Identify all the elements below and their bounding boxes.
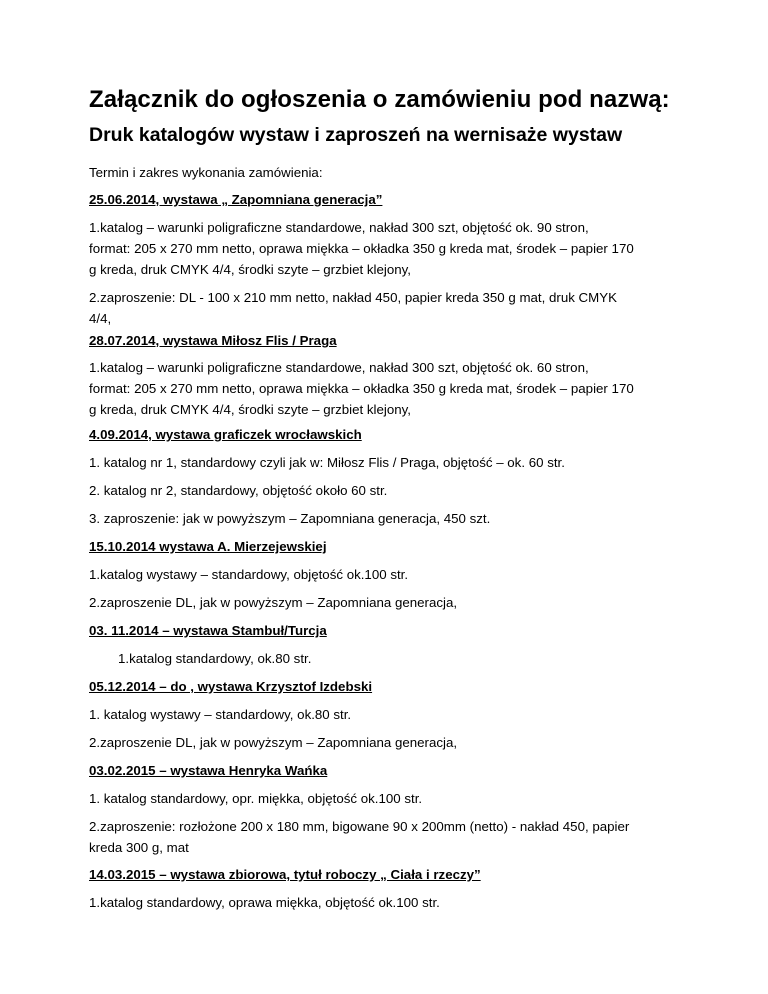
document-subtitle: Druk katalogów wystaw i zaproszeń na wernisaże wystaw bbox=[89, 124, 623, 146]
section-heading: 03.02.2015 – wystawa Henryka Wańka bbox=[89, 763, 328, 778]
item-line: format: 205 x 270 mm netto, oprawa miękka – okładka 350 g kreda mat, środek – papier 170 bbox=[89, 381, 634, 396]
section-heading: 4.09.2014, wystawa graficzek wrocławskich bbox=[89, 427, 362, 442]
item-line: 1. katalog standardowy, opr. miękka, objętość ok.100 str. bbox=[89, 791, 423, 806]
section-heading: 28.07.2014, wystawa Miłosz Flis / Praga bbox=[89, 333, 337, 348]
item-line: 4/4, bbox=[89, 311, 112, 326]
item-line: g kreda, druk CMYK 4/4, środki szyte – grzbiet klejony, bbox=[89, 402, 411, 417]
item-line: 1.katalog – warunki poligraficzne standardowe, nakład 300 szt, objętość ok. 60 stron, bbox=[89, 360, 589, 375]
item-line: kreda 300 g, mat bbox=[89, 840, 189, 855]
item-line: 2.zaproszenie DL, jak w powyższym – Zapomniana generacja, bbox=[89, 735, 458, 750]
intro-text: Termin i zakres wykonania zamówienia: bbox=[89, 165, 323, 180]
item-line: 2.zaproszenie DL, jak w powyższym – Zapomniana generacja, bbox=[89, 595, 458, 610]
item-line: 3. zaproszenie: jak w powyższym – Zapomniana generacja, 450 szt. bbox=[89, 511, 491, 526]
item-line: 2.zaproszenie: rozłożone 200 x 180 mm, bigowane 90 x 200mm (netto) - nakład 450, papier bbox=[89, 819, 630, 834]
document-title: Załącznik do ogłoszenia o zamówieniu pod nazwą: bbox=[89, 86, 670, 113]
item-line: 1.katalog – warunki poligraficzne standardowe, nakład 300 szt, objętość ok. 90 stron, bbox=[89, 220, 589, 235]
item-line: 1.katalog standardowy, oprawa miękka, objętość ok.100 str. bbox=[89, 895, 440, 910]
item-line: 1.katalog wystawy – standardowy, objętość ok.100 str. bbox=[89, 567, 409, 582]
section-heading: 15.10.2014 wystawa A. Mierzejewskiej bbox=[89, 539, 327, 554]
section-heading: 05.12.2014 – do , wystawa Krzysztof Izdebski bbox=[89, 679, 373, 694]
item-line: 1. katalog nr 1, standardowy czyli jak w: Miłosz Flis / Praga, objętość – ok. 60 str. bbox=[89, 455, 565, 470]
item-line: g kreda, druk CMYK 4/4, środki szyte – grzbiet klejony, bbox=[89, 262, 411, 277]
item-line: format: 205 x 270 mm netto, oprawa miękka – okładka 350 g kreda mat, środek – papier 170 bbox=[89, 241, 634, 256]
section-heading: 25.06.2014, wystawa „ Zapomniana generacja” bbox=[89, 192, 383, 207]
item-line: 2. katalog nr 2, standardowy, objętość około 60 str. bbox=[89, 483, 388, 498]
item-line: 1.katalog standardowy, ok.80 str. bbox=[118, 651, 312, 666]
section-heading: 14.03.2015 – wystawa zbiorowa, tytuł roboczy „ Ciała i rzeczy” bbox=[89, 867, 481, 882]
item-line: 1. katalog wystawy – standardowy, ok.80 str. bbox=[89, 707, 352, 722]
section-heading: 03. 11.2014 – wystawa Stambuł/Turcja bbox=[89, 623, 327, 638]
item-line: 2.zaproszenie: DL - 100 x 210 mm netto, nakład 450, papier kreda 350 g mat, druk CMYK bbox=[89, 290, 617, 305]
